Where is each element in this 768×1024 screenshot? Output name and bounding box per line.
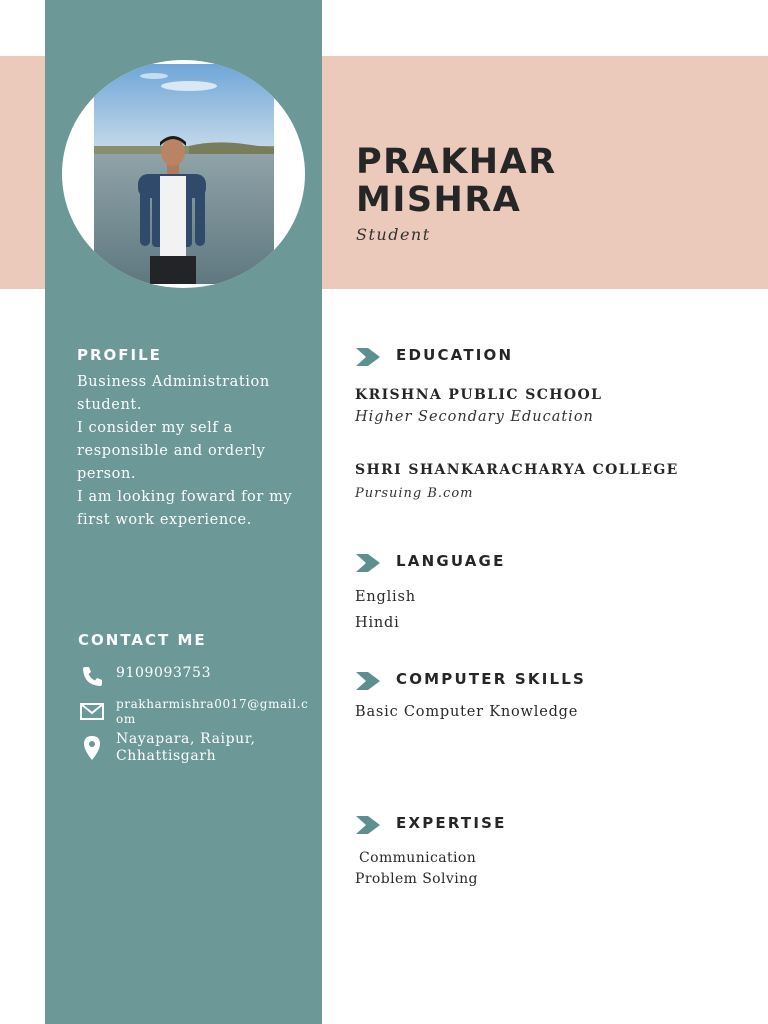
name-line-2: MISHRA — [356, 180, 522, 220]
profile-line: I am looking foward for my first work experience. — [77, 489, 293, 528]
expertise-item: Problem Solving — [355, 871, 478, 887]
map-pin-icon — [80, 735, 104, 761]
job-title: Student — [356, 225, 431, 244]
chevron-right-icon — [356, 348, 382, 366]
profile-heading: PROFILE — [77, 346, 162, 364]
location-text: Nayapara, Raipur, Chhattisgarh — [116, 731, 256, 764]
expertise-heading-text: EXPERTISE — [396, 814, 507, 832]
profile-line: I consider my self a responsible and orderly person. — [77, 420, 266, 482]
chevron-right-icon — [356, 672, 382, 690]
chevron-right-icon — [356, 816, 382, 834]
language-heading-text: LANGUAGE — [396, 552, 506, 570]
phone-number: 9109093753 — [116, 665, 212, 681]
profile-photo-image — [94, 64, 274, 284]
education-detail: Pursuing B.com — [355, 486, 474, 501]
education-school: KRISHNA PUBLIC SCHOOL — [355, 387, 603, 403]
phone-icon — [80, 665, 104, 687]
chevron-right-icon — [356, 554, 382, 572]
education-school: SHRI SHANKARACHARYA COLLEGE — [355, 462, 679, 478]
name-line-1: PRAKHAR — [356, 142, 557, 182]
language-item: Hindi — [355, 615, 400, 631]
computer-skill-item: Basic Computer Knowledge — [355, 704, 579, 720]
profile-text — [77, 371, 309, 532]
profile-line: Business Administration student. — [77, 374, 270, 413]
education-detail: Higher Secondary Education — [355, 409, 594, 425]
computer-skills-heading-text: COMPUTER SKILLS — [396, 670, 587, 688]
language-item: English — [355, 589, 416, 605]
profile-photo — [62, 60, 305, 288]
name-block — [356, 143, 736, 244]
contact-heading: CONTACT ME — [78, 631, 207, 649]
email-address: prakharmishra0017@gmail.com — [116, 697, 309, 726]
expertise-item: Communication — [359, 850, 477, 866]
envelope-icon — [80, 701, 104, 723]
education-heading-text: EDUCATION — [396, 346, 514, 364]
